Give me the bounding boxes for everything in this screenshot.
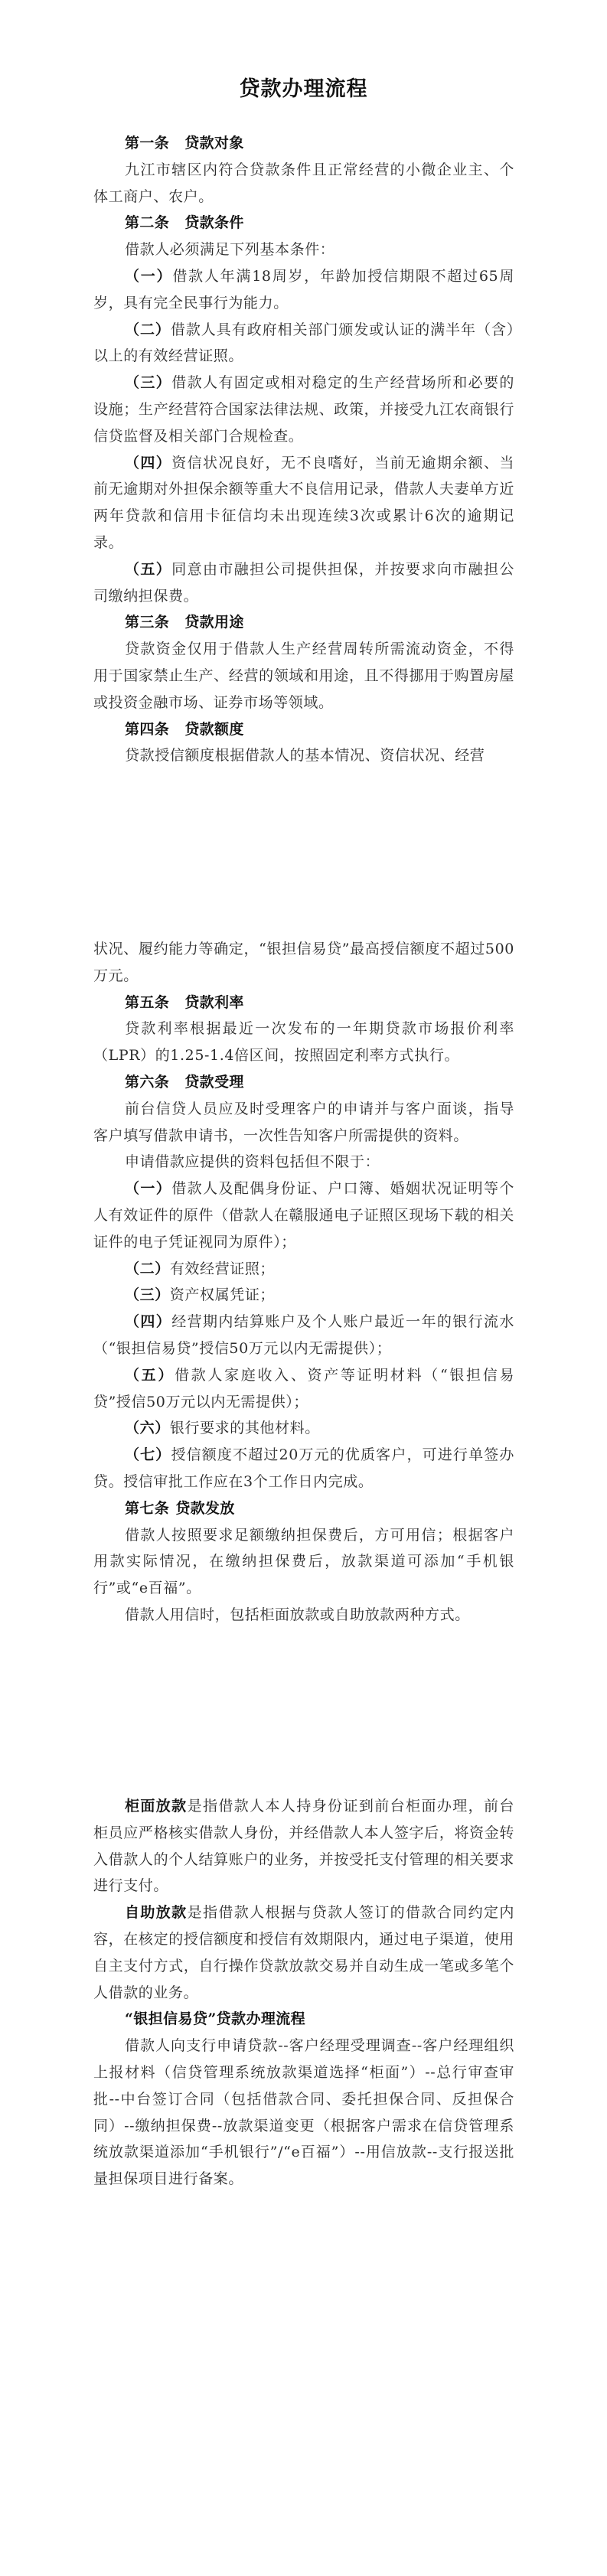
article-2-item-4: （四）资信状况良好，无不良嗜好，当前无逾期余额、当前无逾期对外担保余额等重大不良信用记录，借款人夫妻单方近两年贷款和信用卡征信均未出现连续3次或累计6次的逾期记录。 [93,454,514,551]
process-flow-heading: “银担信易贷”贷款办理流程 [125,2010,306,2028]
article-2-heading: 第二条 贷款条件 [125,214,244,232]
article-3-paragraph: 贷款资金仅用于借款人生产经营周转所需流动资金，不得用于国家禁止生产、经营的领域和用途，且不得挪用于购置房屋或投资金融市场、证券市场等领域。 [93,641,514,711]
article-7-heading: 第七条 贷款发放 [125,1499,235,1517]
article-6-item-7: （七）授信额度不超过20万元的优质客户，可进行单签办贷。授信审批工作应在3个工作日内完成。 [93,1446,514,1490]
article-2-item-3: （三）借款人有固定或相对稳定的生产经营场所和必要的设施；生产经营符合国家法律法规、政策，并接受九江农商银行信贷监督及相关部门合规检查。 [93,374,514,445]
article-6-paragraph-2: 申请借款应提供的资料包括但不限于： [125,1153,380,1171]
article-6-item-1: （一）借款人及配偶身份证、户口簿、婚姻状况证明等个人有效证件的原件（借款人在赣服通电子证照区现场下载的相关证件的电子凭证视同为原件）； [93,1180,514,1251]
document-title: 贷款办理流程 [239,77,368,101]
counter-disbursement-paragraph: 柜面放款是指借款人本人持身份证到前台柜面办理，前台柜员应严格核实借款人身份，并经借款人本人签字后，将资金转入借款人的个人结算账户的业务，并按受托支付管理的相关要求进行支付。 [93,1798,514,1895]
article-1-paragraph: 九江市辖区内符合贷款条件且正常经营的小微企业主、个体工商户、农户。 [93,161,514,205]
article-6-item-2: （二）有效经营证照； [125,1260,276,1277]
article-6-item-5: （五）借款人家庭收入、资产等证明材料（“银担信易贷”授信50万元以内无需提供）； [93,1366,514,1410]
page-1-content [93,130,514,769]
article-5-paragraph: 贷款利率根据最近一次发布的一年期贷款市场报价利率（LPR）的1.25-1.4倍区间，按照固定利率方式执行。 [93,1020,514,1065]
article-6-paragraph-1: 前台信贷人员应及时受理客户的申请并与客户面谈，指导客户填写借款申请书，一次性告知客户所需提供的资料。 [93,1100,514,1144]
self-service-disbursement-term: 自助放款 [125,1904,188,1922]
article-6-item-6: （六）银行要求的其他材料。 [125,1420,320,1437]
article-4-paragraph-start: 贷款授信额度根据借款人的基本情况、资信状况、经营 [125,747,485,765]
article-6-item-4: （四）经营期内结算账户及个人账户最近一年的银行流水（“银担信易贷”授信50万元以内无需提供）； [93,1313,514,1357]
article-3-heading: 第三条 贷款用途 [125,614,244,631]
counter-disbursement-term: 柜面放款 [125,1798,188,1815]
article-2-item-2: （二）借款人具有政府相关部门颁发或认证的满半年（含）以上的有效经营证照。 [93,321,514,365]
article-1-heading: 第一条 贷款对象 [125,135,244,152]
page-2-content [93,936,514,1629]
article-2-intro: 借款人必须满足下列基本条件： [125,241,335,259]
article-7-paragraph-2: 借款人用信时，包括柜面放款或自助放款两种方式。 [125,1606,470,1623]
article-6-heading: 第六条 贷款受理 [125,1073,244,1091]
page-3-content [93,1793,514,2193]
article-7-paragraph-1: 借款人按照要求足额缴纳担保费后，方可用信；根据客户用款实际情况，在缴纳担保费后，放款渠道可添加“手机银行”或“e百福”。 [93,1526,514,1597]
article-5-heading: 第五条 贷款利率 [125,993,244,1011]
article-4-paragraph-continued: 状况、履约能力等确定，“银担信易贷”最高授信额度不超过500万元。 [93,941,514,984]
self-service-disbursement-paragraph: 自助放款是指借款人根据与贷款人签订的借款合同约定内容，在核定的授信额度和授信有效期限内，通过电子渠道，使用自主支付方式，自行操作贷款放款交易并自动生成一笔或多笔个人借款的业务。 [93,1904,514,2001]
article-4-heading: 第四条 贷款额度 [125,720,244,738]
process-flow-paragraph: 借款人向支行申请贷款--客户经理受理调查--客户经理组织上报材料（信贷管理系统放款渠道选择“柜面”）--总行审查审批--中台签订合同（包括借款合同、委托担保合同、反担保合同）--缴纳担保费--放款渠道变更（根据客户需求在信贷管理系统放款渠道添加“手机银行”/“e百福”）--用信放款--支行报送批量担保项目进行备案。 [93,2037,514,2188]
article-6-item-3: （三）资产权属凭证； [125,1286,276,1304]
article-2-item-5: （五）同意由市融担公司提供担保，并按要求向市融担公司缴纳担保费。 [93,560,514,605]
article-2-item-1: （一）借款人年满18周岁，年龄加授信期限不超过65周岁，具有完全民事行为能力。 [93,267,514,311]
